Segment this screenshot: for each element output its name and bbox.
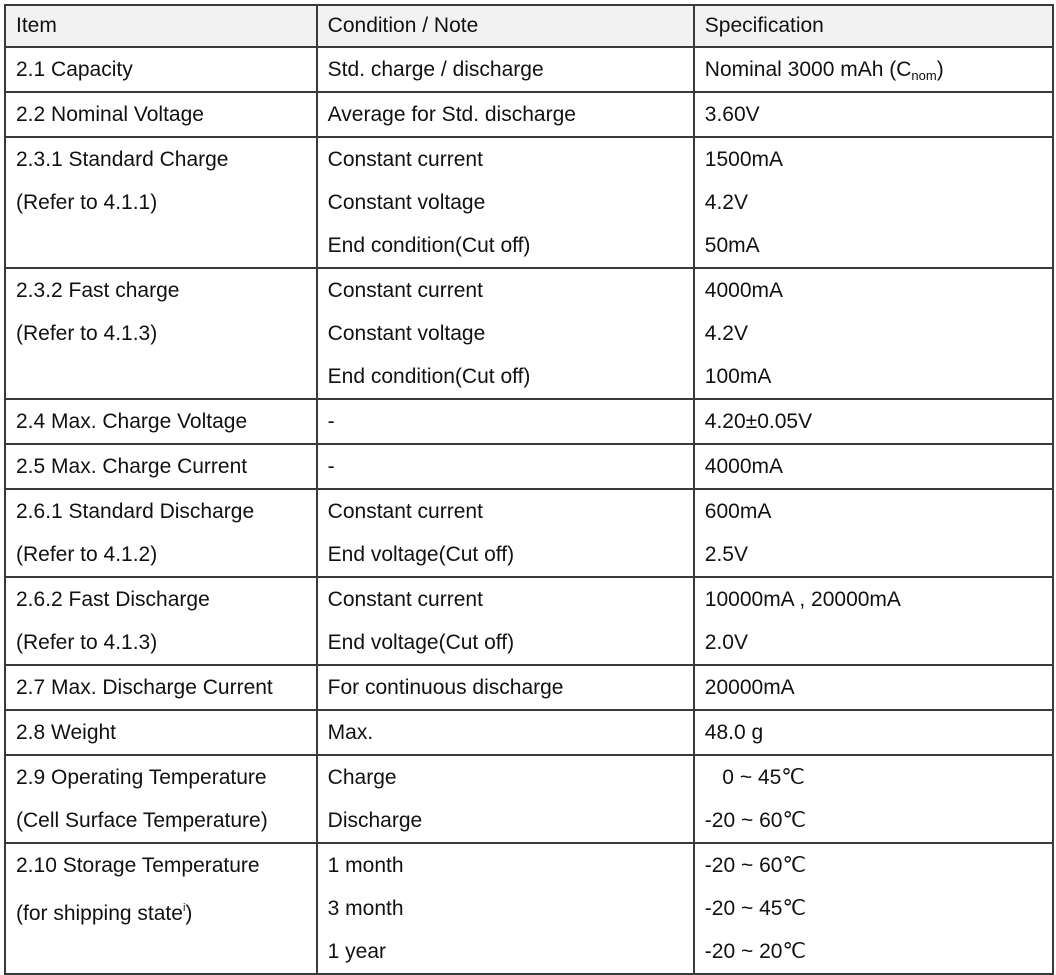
specification-cell-line: 2.0V bbox=[704, 631, 748, 654]
specification-cell bbox=[694, 268, 1053, 399]
condition-cell bbox=[317, 665, 694, 710]
item-cell bbox=[5, 489, 317, 577]
item-cell-line: 2.5 Max. Charge Current bbox=[16, 455, 248, 478]
table-header-row bbox=[5, 5, 1053, 47]
item-cell-line: 2.3.1 Standard Charge bbox=[16, 148, 229, 171]
condition-cell-line: Charge bbox=[327, 766, 397, 789]
specification-cell bbox=[694, 843, 1053, 974]
item-cell bbox=[5, 268, 317, 399]
condition-cell bbox=[317, 755, 694, 843]
specification-cell bbox=[694, 577, 1053, 665]
footnote-marker: i bbox=[182, 902, 186, 914]
condition-cell-line: Constant voltage bbox=[327, 191, 486, 214]
specification-cell bbox=[694, 665, 1053, 710]
specification-cell-line: 0 ~ 45℃ bbox=[704, 766, 805, 789]
specification-cell bbox=[694, 137, 1053, 268]
condition-cell bbox=[317, 47, 694, 92]
item-cell-line: 2.10 Storage Temperature bbox=[16, 854, 260, 877]
condition-cell bbox=[317, 268, 694, 399]
condition-cell bbox=[317, 137, 694, 268]
specification-cell-line: -20 ~ 20℃ bbox=[704, 940, 807, 963]
header-condition: Condition / Note bbox=[317, 5, 694, 47]
subscript: nom bbox=[911, 68, 937, 83]
table-row bbox=[5, 399, 1053, 444]
specification-cell bbox=[694, 92, 1053, 137]
condition-cell bbox=[317, 577, 694, 665]
specification-cell-line: 1500mA bbox=[704, 148, 784, 171]
item-cell bbox=[5, 665, 317, 710]
item-cell-line: (Refer to 4.1.3) bbox=[16, 631, 158, 654]
condition-cell-line: Constant voltage bbox=[327, 322, 486, 345]
item-cell-line: (Refer to 4.1.3) bbox=[16, 322, 158, 345]
condition-cell-line: Constant current bbox=[327, 148, 483, 171]
condition-cell bbox=[317, 444, 694, 489]
condition-cell-line: - bbox=[327, 410, 335, 433]
specification-cell-line: 10000mA , 20000mA bbox=[704, 588, 901, 611]
specification-cell bbox=[694, 399, 1053, 444]
table-row bbox=[5, 47, 1053, 92]
specification-cell-line: -20 ~ 45℃ bbox=[704, 897, 807, 920]
condition-cell bbox=[317, 92, 694, 137]
item-cell bbox=[5, 444, 317, 489]
specification-cell-line: 48.0 g bbox=[704, 721, 764, 744]
table-row bbox=[5, 577, 1053, 665]
item-cell-line: 2.7 Max. Discharge Current bbox=[16, 676, 273, 699]
item-cell bbox=[5, 399, 317, 444]
item-cell-line: 2.3.2 Fast charge bbox=[16, 279, 180, 302]
table-row bbox=[5, 137, 1053, 268]
condition-cell-line: Constant current bbox=[327, 500, 483, 523]
header-item: Item bbox=[5, 5, 317, 47]
specification-cell-line: 50mA bbox=[704, 234, 760, 257]
condition-cell-line: - bbox=[327, 455, 335, 478]
condition-cell-line: Std. charge / discharge bbox=[327, 58, 544, 81]
specification-cell-line: 3.60V bbox=[704, 103, 760, 126]
item-cell-line: (for shipping state$^i$) bbox=[16, 902, 193, 925]
specification-cell-line: -20 ~ 60℃ bbox=[704, 854, 807, 877]
specification-cell-line: 4.20±0.05V bbox=[704, 410, 813, 433]
condition-cell-line: Constant current bbox=[327, 588, 483, 611]
table-row bbox=[5, 92, 1053, 137]
condition-cell bbox=[317, 843, 694, 974]
header-specification: Specification bbox=[694, 5, 1053, 47]
specification-cell bbox=[694, 444, 1053, 489]
specification-cell-line: 4000mA bbox=[704, 279, 784, 302]
specification-cell-line: -20 ~ 60℃ bbox=[704, 809, 807, 832]
condition-cell-line: End voltage(Cut off) bbox=[327, 631, 515, 654]
item-cell bbox=[5, 843, 317, 974]
item-cell bbox=[5, 47, 317, 92]
item-cell-line: 2.4 Max. Charge Voltage bbox=[16, 410, 248, 433]
specification-table bbox=[4, 4, 1054, 975]
item-cell-line: (Refer to 4.1.1) bbox=[16, 191, 158, 214]
item-cell-line: 2.6.1 Standard Discharge bbox=[16, 500, 255, 523]
item-cell bbox=[5, 755, 317, 843]
item-cell-line: 2.6.2 Fast Discharge bbox=[16, 588, 210, 611]
item-cell-line: 2.9 Operating Temperature bbox=[16, 766, 267, 789]
condition-cell bbox=[317, 489, 694, 577]
condition-cell bbox=[317, 399, 694, 444]
specification-cell bbox=[694, 489, 1053, 577]
table-row bbox=[5, 268, 1053, 399]
table-row bbox=[5, 843, 1053, 974]
table-row bbox=[5, 489, 1053, 577]
table-row bbox=[5, 444, 1053, 489]
specification-cell-line: 4000mA bbox=[704, 455, 784, 478]
item-cell bbox=[5, 92, 317, 137]
item-cell-line: 2.2 Nominal Voltage bbox=[16, 103, 204, 126]
condition-cell-line: End condition(Cut off) bbox=[327, 234, 531, 257]
item-cell bbox=[5, 137, 317, 268]
item-cell-line: (Cell Surface Temperature) bbox=[16, 809, 268, 832]
specification-cell-line: 600mA bbox=[704, 500, 772, 523]
specification-cell bbox=[694, 755, 1053, 843]
condition-cell-line: Max. bbox=[327, 721, 374, 744]
condition-cell-line: For continuous discharge bbox=[327, 676, 564, 699]
specification-cell-line: 4.2V bbox=[704, 191, 748, 214]
item-cell bbox=[5, 710, 317, 755]
specification-cell-line: 20000mA bbox=[704, 676, 795, 699]
condition-cell-line: 1 month bbox=[327, 854, 404, 877]
specification-cell-line: 4.2V bbox=[704, 322, 748, 345]
condition-cell-line: Average for Std. discharge bbox=[327, 103, 576, 126]
specification-cell bbox=[694, 47, 1053, 92]
condition-cell-line: 1 year bbox=[327, 940, 387, 963]
specification-cell-line: 100mA bbox=[704, 365, 772, 388]
item-cell-line: 2.1 Capacity bbox=[16, 58, 133, 81]
table-row bbox=[5, 665, 1053, 710]
specification-cell-line: 2.5V bbox=[704, 543, 748, 566]
specification-cell-line: Nominal 3000 mAh $(C_{nom})$ bbox=[704, 58, 944, 83]
table-row bbox=[5, 755, 1053, 843]
condition-cell bbox=[317, 710, 694, 755]
item-cell bbox=[5, 577, 317, 665]
condition-cell-line: Constant current bbox=[327, 279, 483, 302]
condition-cell-line: End condition(Cut off) bbox=[327, 365, 531, 388]
item-cell-line: (Refer to 4.1.2) bbox=[16, 543, 158, 566]
item-cell-line: 2.8 Weight bbox=[16, 721, 117, 744]
condition-cell-line: End voltage(Cut off) bbox=[327, 543, 515, 566]
condition-cell-line: 3 month bbox=[327, 897, 404, 920]
specification-cell bbox=[694, 710, 1053, 755]
condition-cell-line: Discharge bbox=[327, 809, 423, 832]
table-row bbox=[5, 710, 1053, 755]
